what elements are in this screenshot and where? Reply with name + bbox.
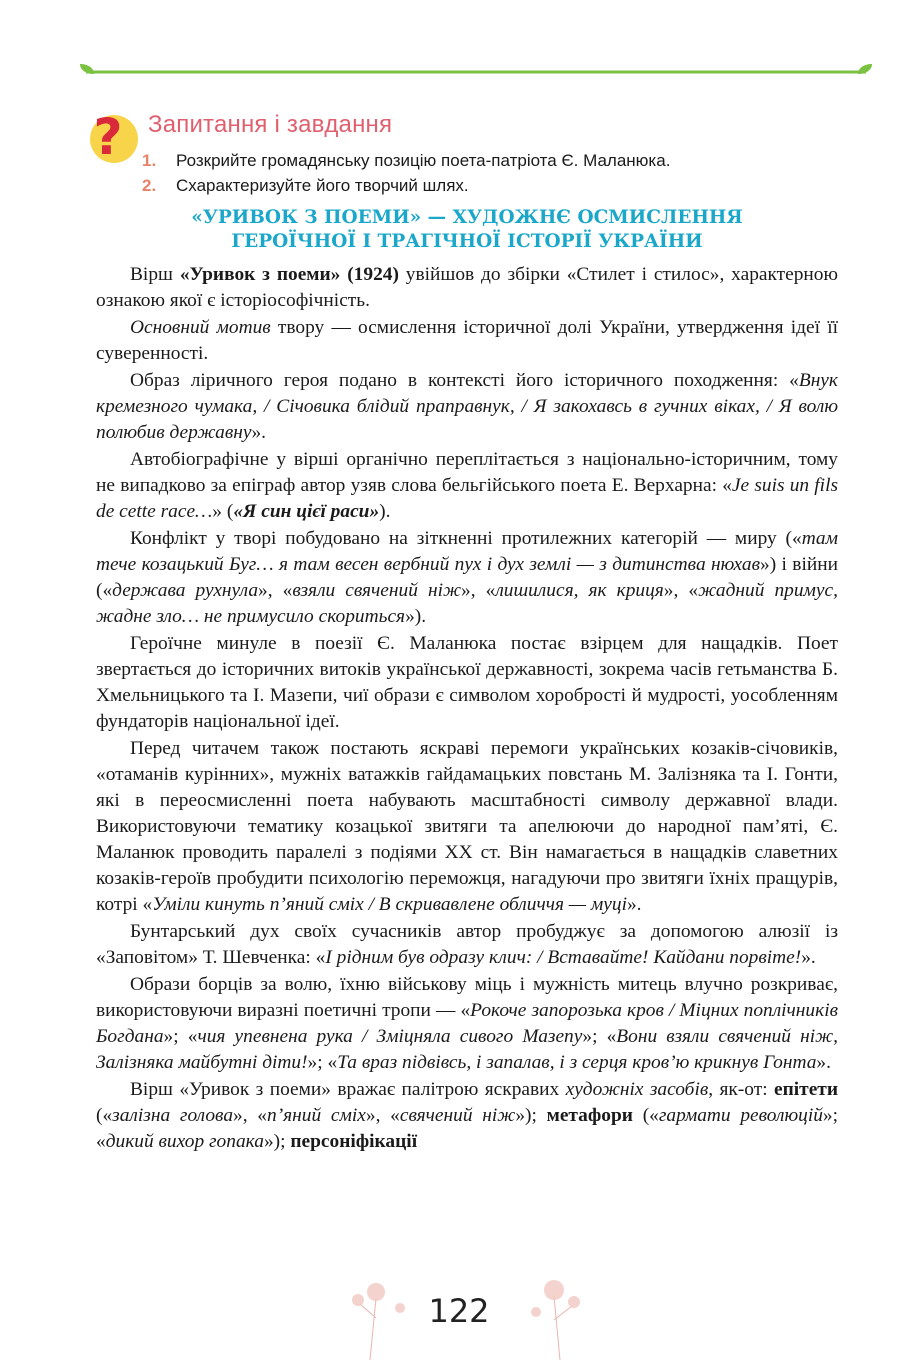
text-run: Je suis un fils de cette race… [96,475,839,522]
text-run: Вірш «Уривок з поеми» вражає палітрою яскравих [130,1079,566,1100]
text-run: Вірш [130,264,180,285]
text-run: дикий вихор гопака [105,1131,264,1152]
text-run: Героїчне минуле в поезії Є. Маланюка постає взірцем для нащадків. Поет звертається до історичних витоків української державності, зокрема часів гетьманства Б. Хмельницького та І. Мазепи, чиї образи є символом хоробрості й мудрості, уособленням фундаторів національної ідеї. [96,633,838,732]
text-run: , як-от: [708,1079,774,1100]
text-run: (« [96,1105,113,1126]
text-run: Внук кремезного чумака, / Січовика блідий праправнук, / Я закохавсь в гучних віках, / Я волю полюбив державну [96,370,838,443]
text-run: чия упевнена рука / Зміцняла сивого Мазепу [197,1026,583,1047]
paragraph [96,526,838,630]
text-run: гармати революцій [658,1105,823,1126]
text-run: », « [461,580,496,601]
paragraph [96,447,838,525]
text-run: Вони взяли свячений ніж, Залізняка майбутні діти! [96,1026,838,1073]
text-run: жадний примус, жадне зло… не примусило скориться [96,580,838,627]
text-run: там тече козацький Буг… я там весен вербний пух і дух землі — з дитинства нюхав [96,528,838,575]
questions-title: Запитання і завдання [148,111,393,138]
text-run: Образ ліричного героя подано в контексті його історичного походження: « [130,370,799,391]
section-heading [96,206,838,254]
text-run: ») і війни (« [96,554,838,601]
text-run: ». [251,422,267,443]
text-run: (« [632,1105,659,1126]
text-run: », « [258,580,293,601]
paragraph [96,262,838,314]
svg-text:?: ? [93,108,123,166]
text-run: взяли свячений ніж [292,580,462,601]
text-run: »; « [96,1105,839,1152]
text-run: », « [233,1105,268,1126]
text-run: ». [626,894,642,915]
question-item [142,148,862,173]
leaf-left-icon [80,64,94,74]
paragraph [96,631,838,735]
text-run: »); [263,1131,291,1152]
text-run: Перед читачем також постають яскраві перемоги українських козаків-січовиків, «отаманів курінних», мужніх ватажків гайдамацьких повстань М. Залізняка та І. Гонти, які в переосмисленні поета набувають масштабності символу державної влади. Використовуючи тематику козацької звитяги та апелюючи до народної пам’яті, Є. Маланюк проводить паралелі з подіями XX ст. Він намагається в нащадків славетних козаків-героїв пробудити психологію переможця, нагадуючи про звитяги їхніх пращурів, котрі « [96,738,838,915]
text-run: Конфлікт у творі побудовано на зіткненні протилежних категорій — миру (« [130,528,802,549]
text-run: Автобіографічне у вірші органічно переплітається з національно-історичним, тому не випадково за епіграф автор узяв слова бельгійського поета Е. Верхарна: « [96,449,838,496]
text-run: », « [365,1105,400,1126]
text-run: персоніфікації [290,1131,418,1152]
question-text: Розкрийте громадянську позицію поета-патріота Є. Маланюка. [176,151,671,170]
paragraph [96,1077,838,1155]
section-heading-line: «УРИВОК З ПОЕМИ» — ХУДОЖНЄ ОСМИСЛЕННЯ [191,207,743,228]
text-run: лишилися, як криця [495,580,664,601]
text-run: ». [816,1052,831,1073]
text-run: Уміли кинуть п’яний сміх / В скривавлене обличчя — муці [152,894,627,915]
top-divider-rule [78,60,874,82]
text-run: ». [801,947,816,968]
text-run: »); [515,1105,547,1126]
question-item [142,173,862,198]
text-run: «Уривок з поеми» (1924) [179,264,399,285]
text-run: епітети [774,1079,838,1100]
question-number: 1. [142,151,157,170]
text-run: увійшов до збірки «Стилет і стилос», характерною ознакою якої є історіософічність. [96,264,838,311]
text-run: твору — осмислення історичної долі України, утвердження ідеї її суверенності. [96,317,839,364]
text-run: » ( [212,501,234,522]
text-run: Образи борців за волю, їхню військову міць і мужність митець влучно розкриває, використовуючи виразні поетичні тропи — « [96,974,838,1021]
text-run: свячений ніж [399,1105,516,1126]
paragraph [96,972,838,1076]
section-heading-line: ГЕРОЇЧНОЇ І ТРАГІЧНОЇ ІСТОРІЇ УКРАЇНИ [231,231,703,252]
text-run: ). [379,501,391,522]
question-text: Схарактеризуйте його творчий шлях. [176,176,469,195]
text-run: Рокоче запорозька кров / Міцних поплічників Богдана [96,1000,838,1047]
text-run: Основний мотив [130,317,271,338]
question-mark-icon [86,106,138,166]
text-run: держава рухнула [112,580,259,601]
text-run: І рідним був одразу клич: / Вставайте! Кайдани порвіте! [325,947,802,968]
article-body [96,262,838,1155]
text-run: художніх засобів [565,1079,709,1100]
page-number: 122 [428,1292,490,1330]
text-run: Бунтарський дух своїх сучасників автор пробуджує за допомогою алюзії із «Заповітом» Т. Шевченка: « [96,921,838,968]
questions-list [142,148,862,198]
text-run: »; « [163,1026,198,1047]
text-run: «Я син цієї раси» [233,501,380,522]
text-run: »; « [307,1052,338,1073]
text-run: метафори [546,1105,633,1126]
text-run: залізна голова [112,1105,234,1126]
question-number: 2. [142,176,157,195]
text-run: », « [663,580,699,601]
leaf-right-icon [858,64,872,74]
text-run: Та враз підвівсь, і запалав, і з серця кров’ю крикнув Гонта [337,1052,817,1073]
text-run: »). [405,606,427,627]
paragraph [96,315,838,367]
text-run: »; « [582,1026,617,1047]
paragraph [96,919,838,971]
text-run: п’яний сміх [267,1105,366,1126]
paragraph [96,368,838,446]
paragraph [96,736,838,918]
